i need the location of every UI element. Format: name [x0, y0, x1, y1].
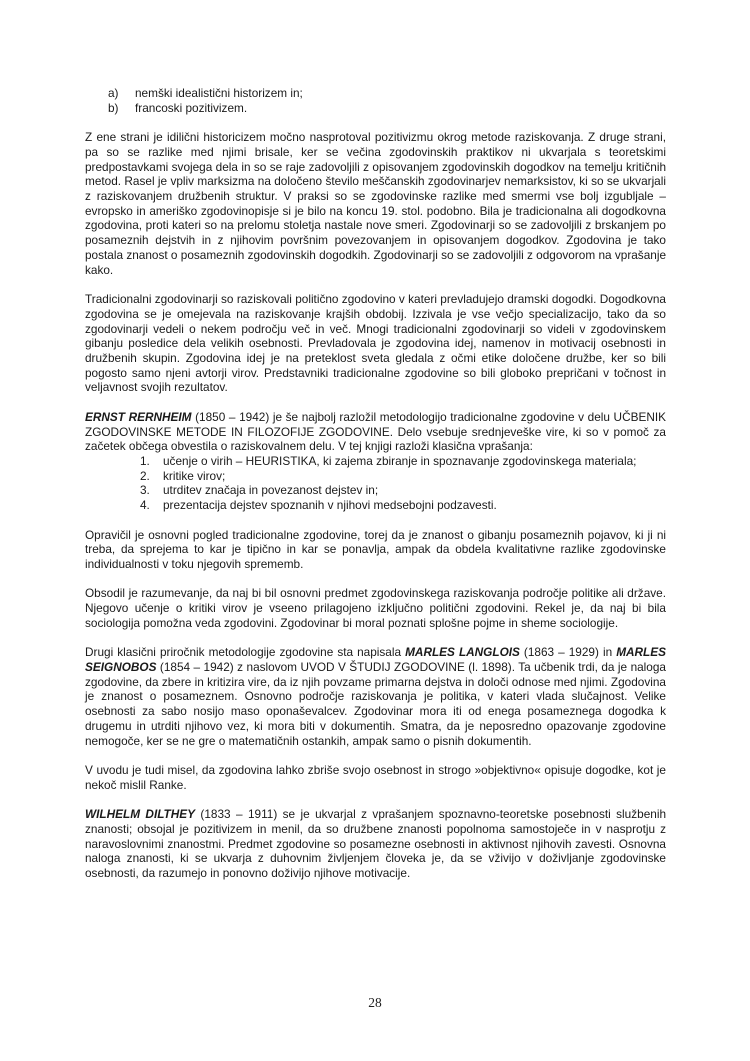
text-run: francoski pozitivizem.	[135, 100, 248, 115]
text-run: učenje o virih – HEURISTIKA, ki zajema zbiranje in spoznavanje zgodovinskega materiala;	[163, 453, 637, 468]
text-run: Tradicionalni zgodovinarji so raziskovali politično zgodovino v kateri prevladujejo dramski dogodki. Dogodkovna zgodovina se je omejevala na raziskovanje krajših obdobij. Izzivala je vse večjo specializacijo, tako da so zgodovinarji vedeli o nekem področju več in več. Mnogi tradicionalni zgodovinarji so videli v zgodovinskem gibanju posledice dela velikih osebnosti. Prevladovala je zgodovina idej, namenov in motivacij osebnosti in družbenih skupin. Zgodovina idej je na preteklost sveta gledala z očmi etike določene družbe, ker so bili pogosto samo njeni avtorji virov. Predstavniki tradicionalne zgodovine so bili globoko prepričani v točnost in veljavnost svojih rezultatov.	[85, 292, 666, 395]
paragraph-text	[85, 130, 666, 277]
list-item-text	[163, 454, 666, 469]
list-marker: b)	[108, 100, 119, 115]
paragraph-text	[85, 292, 666, 395]
text-run: Drugi klasični priročnik metodologije zgodovine sta napisala	[85, 645, 406, 660]
paragraph-text	[85, 763, 666, 792]
list-item	[85, 101, 666, 116]
alpha-list	[85, 86, 666, 115]
text-run: Z ene strani je idilični historicizem močno nasprotoval pozitivizmu okrog metode raziskovanja. Z druge strani, pa so se razlike med njimi brisale, ker se večina zgodovinskih praktikov ni ukvarjala s teoretskimi predpostavkami svojega dela in so se raje zadovoljili z opisovanjem zgodovinskih dogodkov na temelju kritičnih metod. Rasel je vpliv marksizma na določeno število meščanskih zgodovinarjev nemarksistov, ki so se ukvarjali z raziskovanjem družbenih struktur. V praksi so se zgodovinske razlike med smermi vse bolj izgubljale – evropsko in ameriško zgodovinopisje si je bilo na koncu 19. stol. podobno. Bila je tradicionalna ali dogodkovna zgodovina, proti kateri so na prelomu stoletja nastale nove smeri. Zgodovinarji so se zadovoljili z brskanjem po posameznih dejstvih in z njihovim površnim povezovanjem in opisovanjem dogodkov. Zgodovina je tako postala znanost o posameznih zgodovinskih dogodkih. Zgodovinarji so se zadovoljili z odgovorom na vprašanje kako.	[85, 130, 667, 277]
paragraph	[85, 586, 666, 630]
list-marker: a)	[108, 86, 119, 100]
emphasized-text-run: MARLES LANGLOIS	[405, 645, 520, 660]
text-run: nemški idealistični historizem in;	[135, 86, 303, 100]
emphasized-text-run: ERNST RERNHEIM	[85, 409, 192, 424]
text-run: Obsodil je razumevanje, da naj bi bil osnovni predmet zgodovinskega raziskovanja področje politike ali države. Njegovo učenje o kritiki virov je vseeno prilagojeno izključno politični zgodovini. Rekel je, da naj bi bila sociologija pomožna veda zgodovini. Zgodovinar bi moral poznati splošne pojme in sheme sociologije.	[85, 586, 666, 630]
paragraph	[85, 528, 666, 572]
list-item	[85, 454, 666, 469]
list-item-text	[135, 86, 666, 101]
paragraph	[85, 130, 666, 277]
list-marker: 2.	[140, 468, 150, 483]
list-marker: 1.	[140, 453, 150, 468]
list-item	[85, 469, 666, 484]
text-run: (1863 – 1929) in	[519, 645, 617, 660]
text-run: Opravičil je osnovni pogled tradicionalne zgodovine, torej da je znanost o gibanju posameznih pojavov, ki ji ni treba, da sprejema to kar je tipično in kar se ponavlja, ampak da obdela kvalitativne razlike zgodovinske individualnosti v toku njegovih sprememb.	[85, 527, 666, 571]
text-run: (1833 – 1911) se je ukvarjal z vprašanjem spoznavno-teoretske posebnosti službenih znanosti; obsojal je pozitivizem in menil, da so družbene znanosti popolnoma samostoječe in v nasprotju z naravoslovnimi znanostmi. Predmet zgodovine so posamezne osebnosti in aktivnost njihovih zavesti. Osnovna naloga znanosti, ki se ukvarja z duhovnim življenjem človeka je, da se vživijo v doživljanje zgodovinske osebnosti, da razumejo in ponovno doživijo njihove motivacije.	[85, 807, 666, 881]
paragraph-text	[85, 586, 666, 630]
page-number: 28	[368, 995, 382, 1010]
paragraph-text	[85, 528, 666, 572]
paragraph	[85, 410, 666, 513]
list-marker: 3.	[140, 483, 150, 498]
list-item-text	[163, 498, 666, 513]
list-item	[85, 86, 666, 101]
text-run: (1854 – 1942) z naslovom UVOD V ŠTUDIJ ZGODOVINE (l. 1898). Ta učbenik trdi, da je naloga zgodovine, da zbere in kritizira vire, da iz njih povzame primarna dejstva in določi odnose med njimi. Zgodovina je znanost o posameznem. Osnovno področje raziskovanja je politika, v kateri vlada slučajnost. Velike osebnosti za sabo nosijo maso oponaševalcev. Zgodovinar mora iti od enega posameznega dogodka k drugemu in utrditi njihovo vez, ki mora biti v dokumentih. Smatra, da je neposredno opazovanje zgodovine nemogoče, ker se ne gre o matematičnih ostankih, ampak samo o pisnih dokumentih.	[85, 660, 666, 748]
list-marker: 4.	[140, 498, 150, 513]
paragraph-text	[85, 807, 666, 881]
numbered-list	[85, 454, 666, 513]
text-run: (1850 – 1942) je še najbolj razložil metodologijo tradicionalne zgodovine v delu UČBENIK ZGODOVINSKE METODE IN FILOZOFIJE ZGODOVINE. Delo vsebuje srednjeveške vire, ki so v pomoč za začetek občega obvestila o raziskovalnem delu. V tej knjigi razloži klasična vprašanja:	[85, 409, 666, 454]
paragraph	[85, 292, 666, 395]
list-block	[85, 86, 666, 115]
text-run: utrditev značaja in povezanost dejstev in;	[163, 483, 379, 498]
document-body	[85, 86, 666, 881]
paragraph	[85, 763, 666, 792]
paragraph	[85, 807, 666, 881]
list-item	[85, 483, 666, 498]
text-run: V uvodu je tudi misel, da zgodovina lahko zbriše svojo osebnost in strogo »objektivno« opisuje dogodke, kot je nekoč mislil Ranke.	[85, 763, 666, 792]
paragraph-text	[85, 410, 666, 454]
list-item	[85, 498, 666, 513]
list-item-text	[163, 483, 666, 498]
emphasized-text-run: WILHELM DILTHEY	[85, 807, 196, 822]
text-run: kritike virov;	[163, 468, 226, 483]
paragraph	[85, 645, 666, 748]
emphasized-text-run: MARLES SEIGNOBOS	[85, 645, 666, 675]
text-run: prezentacija dejstev spoznanih v njihovi medsebojni podzavesti.	[163, 498, 497, 513]
paragraph-text	[85, 645, 666, 748]
list-item-text	[163, 469, 666, 484]
list-item-text	[135, 101, 666, 116]
